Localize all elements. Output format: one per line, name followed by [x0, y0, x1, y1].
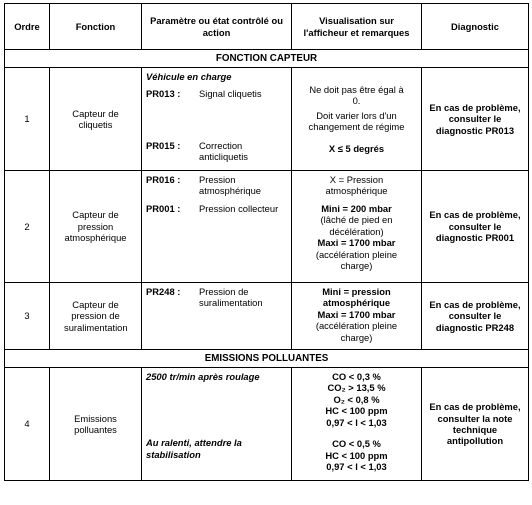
param-label: Pression atmosphérique — [199, 174, 262, 197]
viz-line: CO₂ > 13,5 % — [327, 382, 386, 394]
viz-note: (accélération pleine charge) — [315, 248, 398, 272]
param-code: PR248 : — [146, 286, 181, 297]
viz-note: (lâché de pied en décélération) — [320, 214, 393, 237]
diagnostic-cell: En cas de problème, consulter le diagnostic PR001 — [422, 171, 529, 283]
param-item — [146, 286, 288, 309]
param-label: Correction anticliquetis — [199, 139, 248, 163]
viz-line: 0,97 < l < 1,03 — [326, 416, 387, 428]
param-item — [146, 88, 288, 99]
param-label: Pression collecteur — [199, 202, 279, 214]
fonction-cell: Capteur de cliquetis — [50, 68, 142, 171]
param-code: PR016 : — [146, 174, 181, 185]
header-row — [5, 4, 529, 50]
parametre-cell — [142, 68, 292, 171]
section-title-capteur: FONCTION CAPTEUR — [5, 50, 529, 68]
viz-line: Doit varier lors d'un changement de régime — [308, 109, 405, 133]
param-code: PR015 : — [146, 139, 181, 151]
condition-label: Au ralenti, attendre la stabilisation — [146, 437, 242, 460]
fonction-cell: Emissions polluantes — [50, 368, 142, 481]
parametre-cell — [142, 283, 292, 350]
header-visualisation: Visualisation sur l'afficheur et remarques — [292, 4, 422, 50]
visualisation-cell — [292, 368, 422, 481]
param-label: Pression de suralimentation — [199, 286, 263, 309]
viz-line: HC < 100 ppm — [325, 405, 388, 417]
param-item — [146, 140, 288, 163]
diagnostic-cell: En cas de problème, consulter le diagnostic PR013 — [422, 68, 529, 171]
section-row-capteur — [5, 50, 529, 68]
header-ordre: Ordre — [5, 4, 50, 50]
viz-line: 0,97 < l < 1,03 — [326, 461, 387, 473]
table-row — [5, 68, 529, 171]
viz-note: (accélération pleine charge) — [315, 320, 398, 343]
header-diagnostic: Diagnostic — [422, 4, 529, 50]
visualisation-cell — [292, 68, 422, 171]
viz-line: X = Pression atmosphérique — [325, 174, 388, 197]
header-parametre: Paramètre ou état contrôlé ou action — [142, 4, 292, 50]
ordre-cell: 2 — [5, 171, 50, 283]
viz-line: O₂ < 0,8 % — [333, 393, 380, 405]
viz-line: Mini = 200 mbar — [321, 202, 392, 214]
diagnostic-cell: En cas de problème, consulter la note technique antipollution — [422, 368, 529, 481]
viz-line: Ne doit pas être égal à 0. — [309, 84, 404, 107]
viz-line: HC < 100 ppm — [325, 449, 388, 461]
diagnostic-cell: En cas de problème, consulter le diagnostic PR248 — [422, 283, 529, 350]
viz-line: Maxi = 1700 mbar — [317, 308, 396, 320]
visualisation-cell — [292, 171, 422, 283]
section-row-emissions — [5, 350, 529, 368]
viz-line: X ≤ 5 degrés — [328, 142, 385, 154]
section-title-emissions: EMISSIONS POLLUANTES — [5, 350, 529, 368]
param-label: Signal cliquetis — [199, 88, 262, 100]
viz-line: CO < 0,3 % — [332, 371, 381, 382]
fonction-cell: Capteur de pression atmosphérique — [50, 171, 142, 283]
condition-label: 2500 tr/min après roulage — [146, 371, 260, 382]
viz-line: Maxi = 1700 mbar — [317, 237, 396, 249]
ordre-cell: 1 — [5, 68, 50, 171]
table-row — [5, 171, 529, 283]
diagnostic-table-container — [4, 3, 528, 481]
condition-label: Véhicule en charge — [146, 71, 232, 82]
table-row — [5, 283, 529, 350]
param-item — [146, 174, 288, 197]
parametre-cell — [142, 171, 292, 283]
fonction-cell: Capteur de pression de suralimentation — [50, 283, 142, 350]
viz-line: CO < 0,5 % — [332, 438, 381, 450]
viz-line: Mini = pression atmosphérique — [322, 286, 391, 309]
param-item — [146, 203, 288, 214]
param-code: PR001 : — [146, 202, 181, 214]
parametre-cell — [142, 368, 292, 481]
table-row — [5, 368, 529, 481]
visualisation-cell — [292, 283, 422, 350]
diagnostic-table — [4, 3, 529, 481]
param-code: PR013 : — [146, 88, 181, 100]
header-fonction: Fonction — [50, 4, 142, 50]
ordre-cell: 3 — [5, 283, 50, 350]
ordre-cell: 4 — [5, 368, 50, 481]
